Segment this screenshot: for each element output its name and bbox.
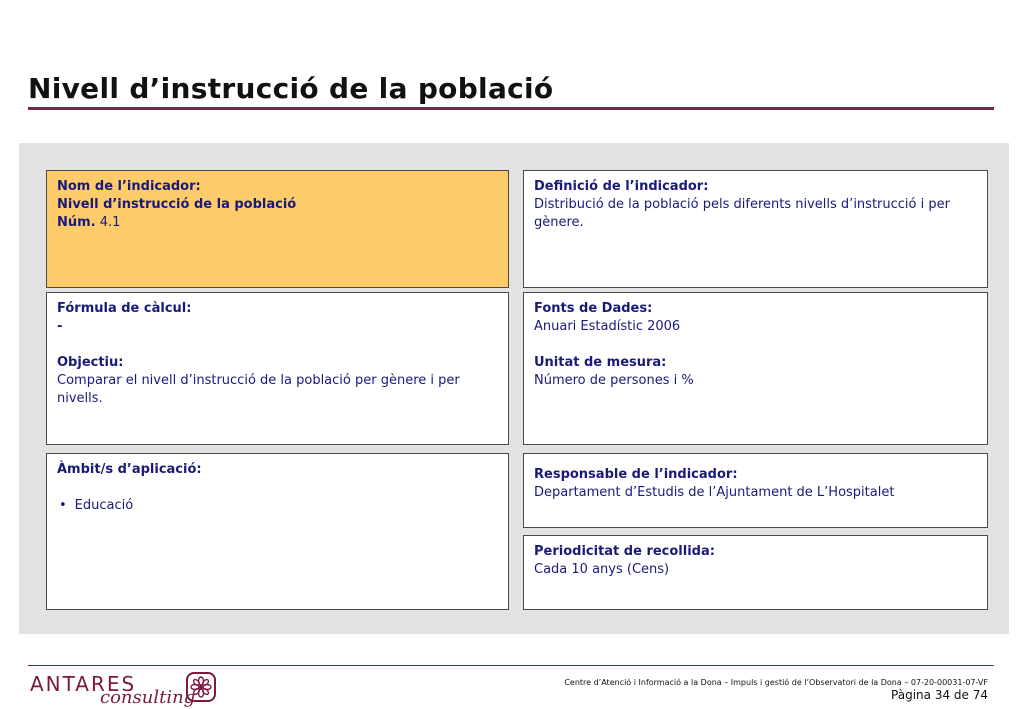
page-number: Pàgina 34 de 74: [891, 688, 988, 702]
nom-value: Nivell d’instrucció de la població: [57, 197, 297, 212]
responsable-value: Departament d’Estudis de l’Ajuntament de L’Hospitalet: [534, 485, 895, 500]
card-nom-indicador: [46, 170, 509, 288]
flower-logo-icon: [186, 672, 216, 702]
fonts-label: Fonts de Dades:: [534, 301, 653, 316]
ambit-item: • Educació: [57, 497, 498, 515]
card-periodicitat: [523, 535, 988, 610]
footer-divider: [28, 665, 994, 666]
card-ambit: [46, 453, 509, 610]
footer-document-info: Centre d’Atenció i Informació a la Dona – Impuls i gestió de l’Observatori de la Dona – 07-20-00031-07-VF: [564, 678, 988, 687]
num-row: [57, 214, 498, 232]
periodicitat-label: Periodicitat de recollida:: [534, 544, 715, 559]
num-value: 4.1: [99, 215, 121, 230]
formula-label: Fórmula de càlcul:: [57, 301, 192, 316]
definicio-label: Definició de l’indicador:: [534, 179, 709, 194]
card-definicio: [523, 170, 988, 288]
num-label: Núm.: [57, 215, 96, 230]
logo-main-text: ANTARES: [30, 672, 137, 696]
fonts-value: Anuari Estadístic 2006: [534, 319, 681, 334]
objectiu-value: Comparar el nivell d’instrucció de la població per gènere i per nivells.: [57, 373, 460, 406]
title-divider: [28, 107, 994, 110]
logo-sub-text: consulting: [100, 687, 196, 708]
responsable-label: Responsable de l’indicador:: [534, 467, 738, 482]
unitat-label: Unitat de mesura:: [534, 355, 667, 370]
card-responsable: [523, 453, 988, 528]
ambit-label: Àmbit/s d’aplicació:: [57, 462, 202, 477]
formula-value: -: [57, 319, 63, 334]
nom-label: Nom de l’indicador:: [57, 179, 201, 194]
unitat-value: Número de persones i %: [534, 373, 694, 388]
periodicitat-value: Cada 10 anys (Cens): [534, 562, 670, 577]
page-title: Nivell d’instrucció de la població: [28, 72, 554, 105]
definicio-value: Distribució de la població pels diferents nivells d’instrucció i per gènere.: [534, 197, 950, 230]
card-formula: [46, 292, 509, 445]
objectiu-label: Objectiu:: [57, 355, 124, 370]
card-fonts: [523, 292, 988, 445]
